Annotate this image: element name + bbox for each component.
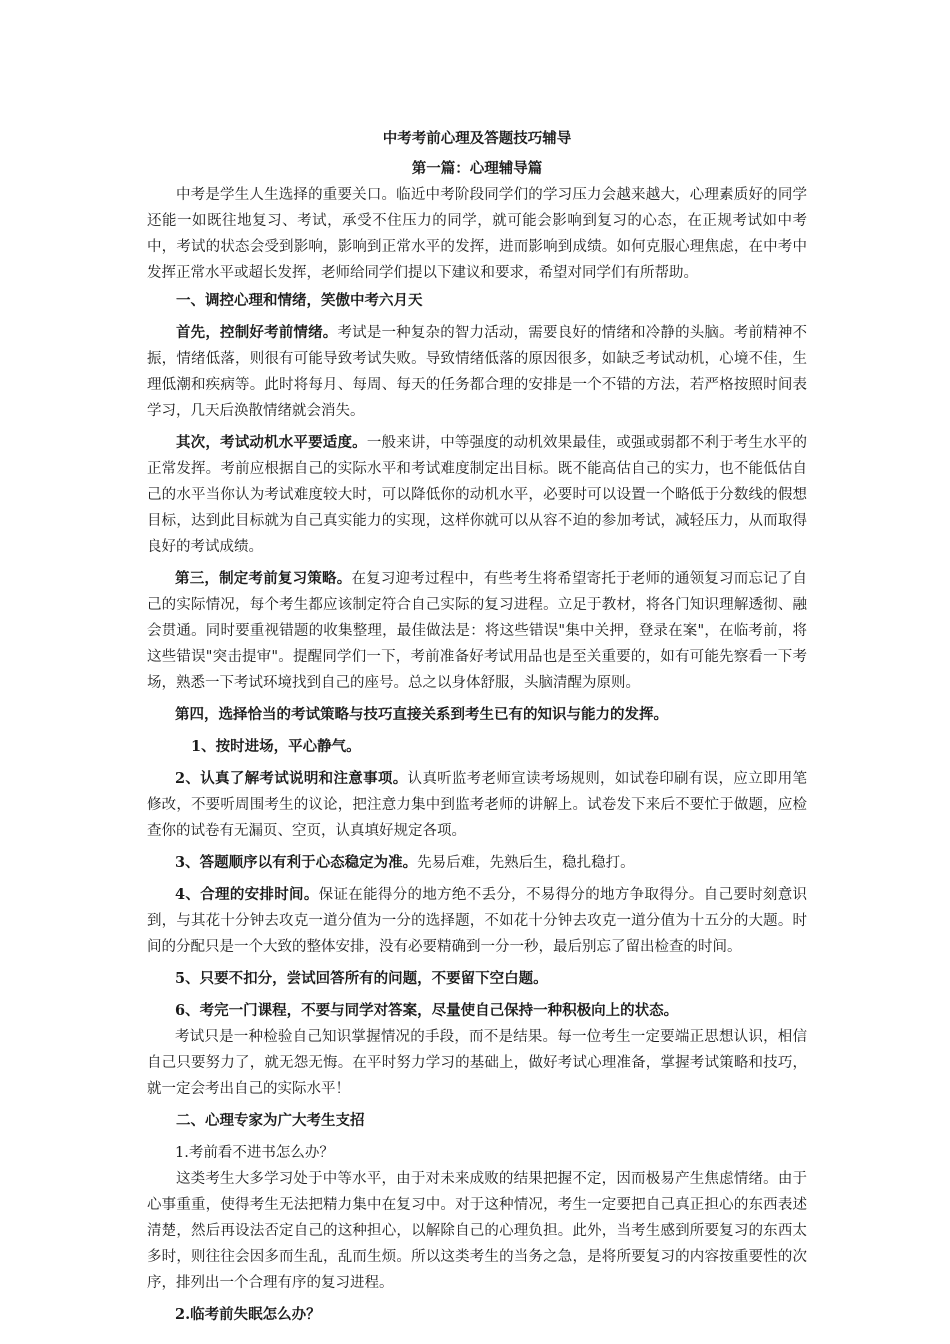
section-heading-2: 二、心理专家为广大考生支招 — [176, 1112, 365, 1129]
paragraph-text: 一般来讲，中等强度的动机效果最佳，或强或弱都不利于考生水平的正常发挥。考前应根据自己的实际水平和考试难度制定出目标。既不能高估自己的实力，也不能低估自己的水平当你认为考试难度较大时，可以降低你的动机水平，必要时可以设置一个略低于分数线的假想目标，达到此目标就为自己真实能力的实现，这样你就可以从容不迫的参加考试，减轻压力，从而取得良好的考试成绩。 — [147, 435, 808, 555]
list-item-3 — [147, 850, 807, 876]
list-item-lead: 2、认真了解考试说明和注意事项。 — [175, 770, 408, 787]
document-body — [147, 126, 807, 1328]
list-item-5: 5、只要不扣分，尝试回答所有的问题，不要留下空白题。 — [175, 970, 548, 987]
intro-paragraph: 中考是学生人生选择的重要关口。临近中考阶段同学们的学习压力会越来越大，心理素质好的同学还能一如既往地复习、考试，承受不住压力的同学，就可能会影响到复习的心态，在正规考试如中考中，考试的状态会受到影响，影响到正常水平的发挥，进而影响到成绩。如何克服心理焦虑，在中考中发挥正常水平或超长发挥，老师给同学们提以下建议和要求，希望对同学们有所帮助。 — [147, 187, 807, 281]
paragraph-lead: 第三，制定考前复习策略。 — [175, 570, 352, 587]
paragraph-motivation — [147, 430, 807, 560]
closing-paragraph: 考试只是一种检验自己知识掌握情况的手段，而不是结果。每一位考生一定要端正思想认识，相信自己只要努力了，就无怨无悔。在平时努力学习的基础上，做好考试心理准备，掌握考试策略和技巧，就一定会考出自己的实际水平！ — [147, 1029, 807, 1097]
list-item-4 — [147, 882, 807, 960]
paragraph-lead: 首先，控制好考前情绪。 — [176, 324, 338, 341]
list-item-2 — [147, 766, 807, 844]
paragraph-text: 在复习迎考过程中，有些考生将希望寄托于老师的通领复习而忘记了自己的实际情况，每个考生都应该制定符合自己实际的复习进程。立足于教材，将各门知识理解透彻、融会贯通。同时要重视错题的收集整理，最佳做法是：将这些错误"集中关押，登录在案"，在临考前，将这些错误"突击提审"。提醒同学们一下，考前准备好考试用品也是至关重要的，如有可能先察看一下考场，熟悉一下考试环境找到自己的座号。总之以身体舒服，头脑清醒为原则。 — [147, 571, 808, 691]
document-title: 中考考前心理及答题技巧辅导 — [382, 130, 572, 147]
paragraph-lead: 其次，考试动机水平要适度。 — [176, 434, 367, 451]
list-item-lead: 3、答题顺序以有利于心态稳定为准。 — [175, 854, 418, 871]
list-item-6: 6、考完一门课程，不要与同学对答案，尽量使自己保持一种积极向上的状态。 — [175, 1002, 679, 1019]
paragraph-exam-strategy: 第四，选择恰当的考试策略与技巧直接关系到考生已有的知识与能力的发挥。 — [175, 706, 668, 723]
answer-1: 这类考生大多学习处于中等水平，由于对未来成败的结果把握不定，因而极易产生焦虑情绪。由于心事重重，使得考生无法把精力集中在复习中。对于这种情况，考生一定要把自己真正担心的东西表述清楚，然后再设法否定自己的这种担心，以解除自己的心理负担。此外，当考生感到所要复习的东西太多时，则往往会因多而生乱，乱而生烦。所以这类考生的当务之急，是将所要复习的内容按重要性的次序，排列出一个合理有序的复习进程。 — [147, 1171, 807, 1291]
list-item-1: 1、按时进场，平心静气。 — [191, 738, 361, 755]
question-1: 1.考前看不进书怎么办？ — [175, 1145, 334, 1161]
list-item-text: 保证在能得分的地方绝不丢分，不易得分的地方争取得分。自己要时刻意识到，与其花十分钟去攻克一道分值为一分的选择题，不如花十分钟去攻克一道分值为十五分的大题。时间的分配只是一个大致的整体安排，没有必要精确到一分一秒，最后别忘了留出检查的时间。 — [147, 887, 808, 955]
list-item-lead: 4、合理的安排时间。 — [175, 886, 319, 903]
question-2: 2.临考前失眠怎么办？ — [175, 1306, 321, 1323]
list-item-text: 先易后难，先熟后生，稳扎稳打。 — [417, 855, 635, 871]
list-item-text: 认真听监考老师宣读考场规则，如试卷印刷有误，应立即用笔修改，不要听周围考生的议论，把注意力集中到监考老师的讲解上。试卷发下来后不要忙于做题，应检查你的试卷有无漏页、空页，认真填好规定各项。 — [147, 771, 808, 839]
paragraph-review-strategy — [147, 566, 807, 696]
paragraph-emotion — [147, 320, 807, 424]
paragraph-text: 考试是一种复杂的智力活动，需要良好的情绪和冷静的头脑。考前精神不振，情绪低落，则很有可能导致考试失败。导致情绪低落的原因很多，如缺乏考试动机，心境不佳，生理低潮和疾病等。此时将每月、每周、每天的任务都合理的安排是一个不错的方法，若严格按照时间表学习，几天后涣散情绪就会消失。 — [147, 325, 808, 419]
part-heading: 第一篇：心理辅导篇 — [411, 160, 543, 177]
section-heading-1: 一、调控心理和情绪，笑傲中考六月天 — [176, 292, 423, 309]
